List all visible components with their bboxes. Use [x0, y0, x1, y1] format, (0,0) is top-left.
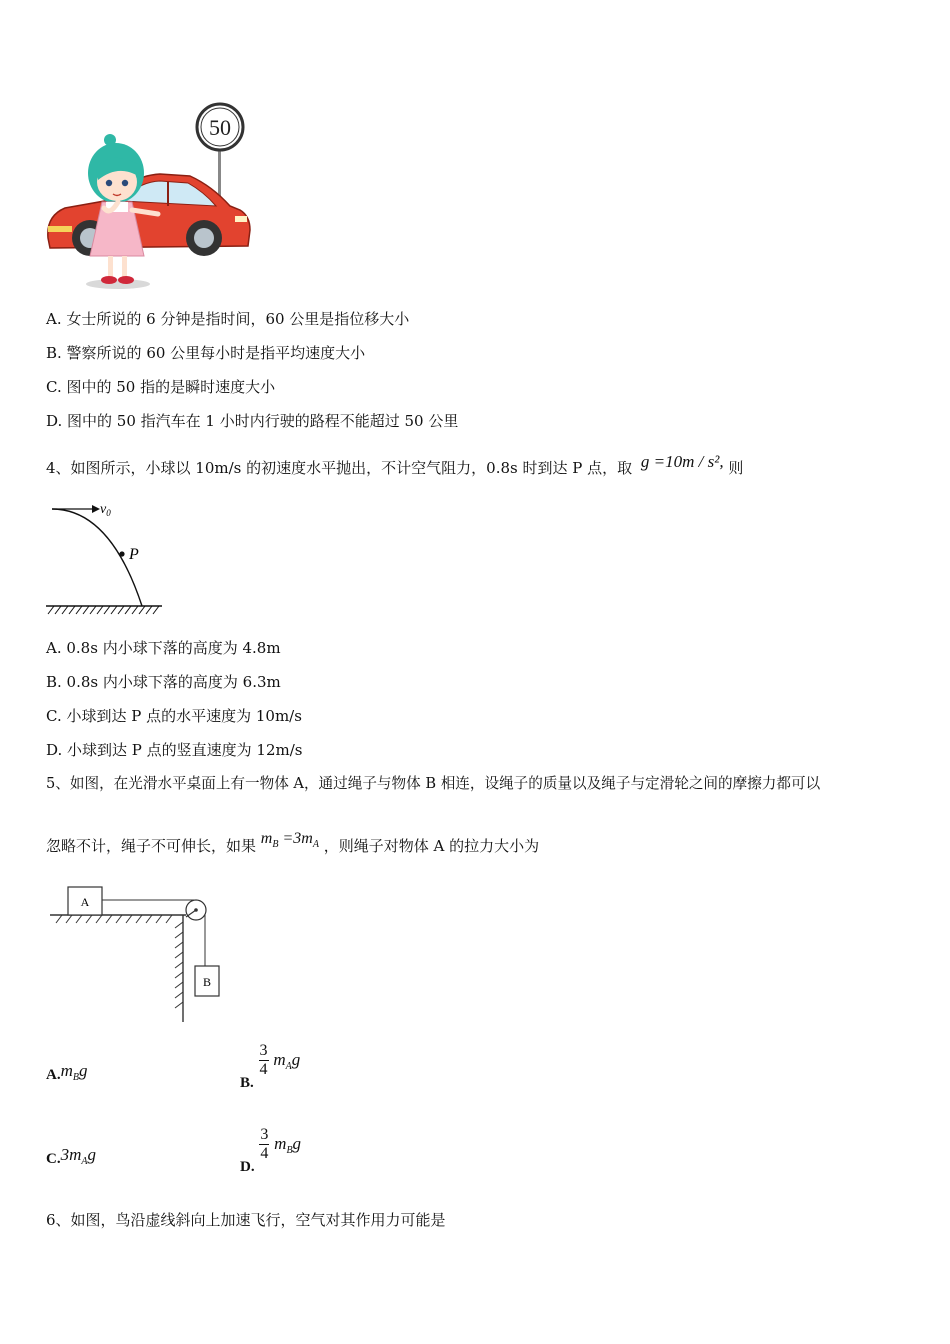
q5-stem-text-a: 忽略不计，绳子不可伸长，如果 [46, 837, 257, 855]
q4-stem-text: 4、如图所示，小球以 10m/s 的初速度水平抛出，不计空气阻力，0.8s 时到达 P 点，取 [46, 459, 633, 477]
car-figure [40, 98, 260, 293]
q4-option-b: B. 0.8s 内小球下落的高度为 6.3m [46, 673, 281, 691]
q4-stem [46, 452, 744, 478]
q5-option-c [46, 1145, 96, 1168]
block-b-label: B [202, 975, 212, 989]
projectile-figure [44, 496, 174, 620]
q5-stem-text-b: ，则绳子对物体 A 的拉力大小为 [323, 837, 540, 855]
q3-option-b: B. 警察所说的 60 公里每小时是指平均速度大小 [46, 344, 366, 362]
q5-option-a [46, 1061, 88, 1084]
q5-option-c-expr: $3m_Ag$ [60, 1145, 96, 1167]
q5-option-a-label: A. [46, 1067, 61, 1083]
q3-option-d: D. 图中的 50 指汽车在 1 小时内行驶的路程不能超过 50 公里 [46, 412, 459, 430]
speed-sign-number: 50 [209, 115, 231, 140]
q5-option-d-expr: $m_Bg$ [274, 1133, 302, 1156]
q5-option-b-fraction: $\frac{3}{4}$ [259, 1042, 268, 1078]
q5-option-a-expr: $m_Bg$ [60, 1061, 88, 1083]
q3-option-c: C. 图中的 50 指的是瞬时速度大小 [46, 378, 276, 396]
q5-formula: $m_B =3m_A$ [260, 830, 319, 850]
q5-stem-line1: 5、如图，在光滑水平桌面上有一物体 A，通过绳子与物体 B 相连，设绳子的质量以及绳子与定滑轮之间的摩擦力都可以 [46, 775, 821, 792]
q4-formula: g =10m / s², [640, 452, 724, 471]
block-a-label: A [80, 895, 90, 909]
q5-option-b [240, 1042, 301, 1091]
pulley-figure [46, 880, 226, 1026]
q4-option-d: D. 小球到达 P 点的竖直速度为 12m/s [46, 741, 303, 759]
q5-option-c-label: C. [46, 1151, 61, 1167]
q4-option-c: C. 小球到达 P 点的水平速度为 10m/s [46, 707, 302, 725]
q5-option-d [240, 1126, 302, 1175]
q5-option-b-label: B. [240, 1074, 254, 1091]
q5-option-b-expr: $m_Ag$ [273, 1049, 301, 1072]
q5-option-d-label: D. [240, 1158, 255, 1175]
q6-stem: 6、如图，鸟沿虚线斜向上加速飞行，空气对其作用力可能是 [46, 1211, 446, 1229]
q5-stem-line2 [46, 830, 540, 859]
q3-option-a: A. 女士所说的 6 分钟是指时间，60 公里是指位移大小 [46, 310, 410, 328]
v0-label: $v_0$ [100, 502, 111, 518]
point-p-label: P [129, 546, 139, 563]
q4-stem-tail: 则 [728, 459, 744, 477]
q5-option-d-fraction: $\frac{3}{4}$ [260, 1126, 269, 1162]
q4-option-a: A. 0.8s 内小球下落的高度为 4.8m [46, 639, 281, 657]
